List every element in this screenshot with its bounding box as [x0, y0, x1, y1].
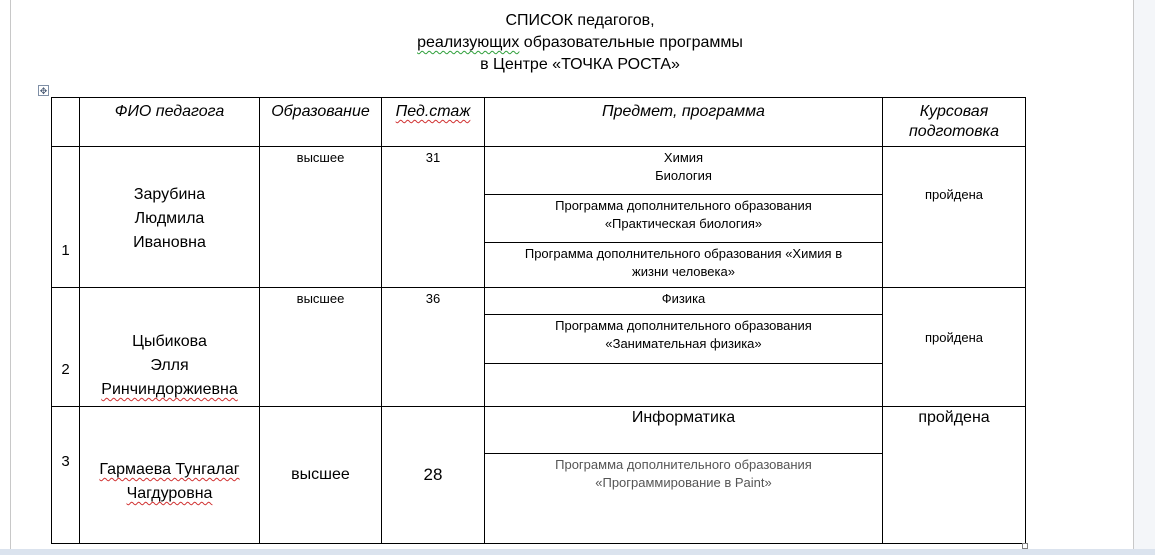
- document-title: [330, 10, 830, 76]
- subjects-cell: [485, 147, 883, 288]
- page-left-edge: [10, 0, 11, 555]
- name-word-patronymic: Чагдуровна: [126, 485, 213, 502]
- subject-line: Биология: [655, 168, 712, 183]
- name-word-surname: Гармаева Тунгалаг: [99, 461, 240, 478]
- education-cell: высшее: [260, 407, 382, 544]
- name-line: Цыбикова: [132, 333, 207, 350]
- subject-line: «Программирование в Paint»: [595, 475, 772, 490]
- subject-entry: [485, 243, 882, 287]
- subject-line: «Практическая биология»: [604, 216, 763, 231]
- header-experience: [382, 98, 485, 147]
- table-row: [52, 147, 1026, 288]
- subjects-cell: [485, 407, 883, 544]
- subjects-cell: [485, 288, 883, 407]
- courses-cell: [883, 147, 1026, 288]
- teacher-name: [80, 288, 260, 407]
- teachers-table: [51, 97, 1026, 544]
- subject-line: Информатика: [631, 409, 736, 426]
- name-line: [80, 378, 259, 402]
- name-line: Людмила: [134, 210, 205, 227]
- table-header-row: [52, 98, 1026, 147]
- table-resize-handle[interactable]: [1022, 543, 1028, 549]
- subject-entry: [485, 195, 882, 243]
- header-experience-text: Пед.стаж: [395, 103, 471, 120]
- subject-entry: [485, 454, 882, 542]
- header-subject: Предмет, программа: [485, 98, 883, 147]
- header-num: [52, 98, 80, 147]
- subject-line: Физика: [661, 291, 706, 306]
- header-fio: ФИО педагога: [80, 98, 260, 147]
- experience-cell: 28: [382, 407, 485, 544]
- table-row: [52, 288, 1026, 407]
- subject-line: Программа дополнительного образования: [555, 198, 812, 213]
- courses-cell: [883, 288, 1026, 407]
- subject-entry-empty: [485, 364, 882, 405]
- name-word-patronymic: Ринчиндоржиевна: [101, 381, 238, 398]
- subject-entry: [485, 407, 882, 454]
- horizontal-ruler-strip: [0, 549, 1155, 555]
- title-line-1: СПИСОК педагогов,: [505, 12, 655, 29]
- subject-line: Программа дополнительного образования: [555, 457, 812, 472]
- header-education: Образование: [260, 98, 382, 147]
- row-number: 1: [52, 147, 80, 288]
- teacher-name: [80, 147, 260, 288]
- subject-line: Программа дополнительного образования «Химия в: [524, 246, 843, 261]
- title-line-2: [330, 32, 830, 54]
- experience-cell: 36: [382, 288, 485, 407]
- subject-entry: [485, 147, 882, 195]
- subject-line: Программа дополнительного образования: [555, 318, 812, 333]
- subject-line: «Занимательная физика»: [605, 336, 762, 351]
- document-gutter: [1134, 0, 1155, 555]
- name-line: Зарубина: [133, 186, 206, 203]
- education-cell: высшее: [260, 288, 382, 407]
- header-courses: Курсовая подготовка: [883, 98, 1026, 147]
- name-line: Элля: [150, 357, 189, 374]
- courses-cell: [883, 407, 1026, 544]
- table-row: [52, 407, 1026, 544]
- title-line-3: в Центре «ТОЧКА РОСТА»: [480, 56, 680, 73]
- name-line: [80, 458, 259, 482]
- teacher-name: [80, 407, 260, 544]
- courses-status: пройдена: [925, 187, 983, 202]
- name-line: [80, 482, 259, 506]
- experience-cell: 31: [382, 147, 485, 288]
- subject-line: Химия: [663, 150, 704, 165]
- subject-entry: [485, 315, 882, 364]
- row-number: 3: [52, 407, 80, 544]
- table-move-handle-icon[interactable]: ✥: [39, 86, 48, 96]
- courses-status: пройдена: [918, 409, 990, 426]
- courses-status: пройдена: [925, 330, 983, 345]
- row-number: 2: [52, 288, 80, 407]
- name-line: Ивановна: [133, 234, 206, 251]
- title-word-realizuyushchikh: реализующих: [417, 34, 520, 51]
- subject-line: жизни человека»: [632, 264, 735, 279]
- subject-entry: [485, 288, 882, 315]
- education-cell: высшее: [260, 147, 382, 288]
- title-line-2-rest: образовательные программы: [519, 34, 743, 51]
